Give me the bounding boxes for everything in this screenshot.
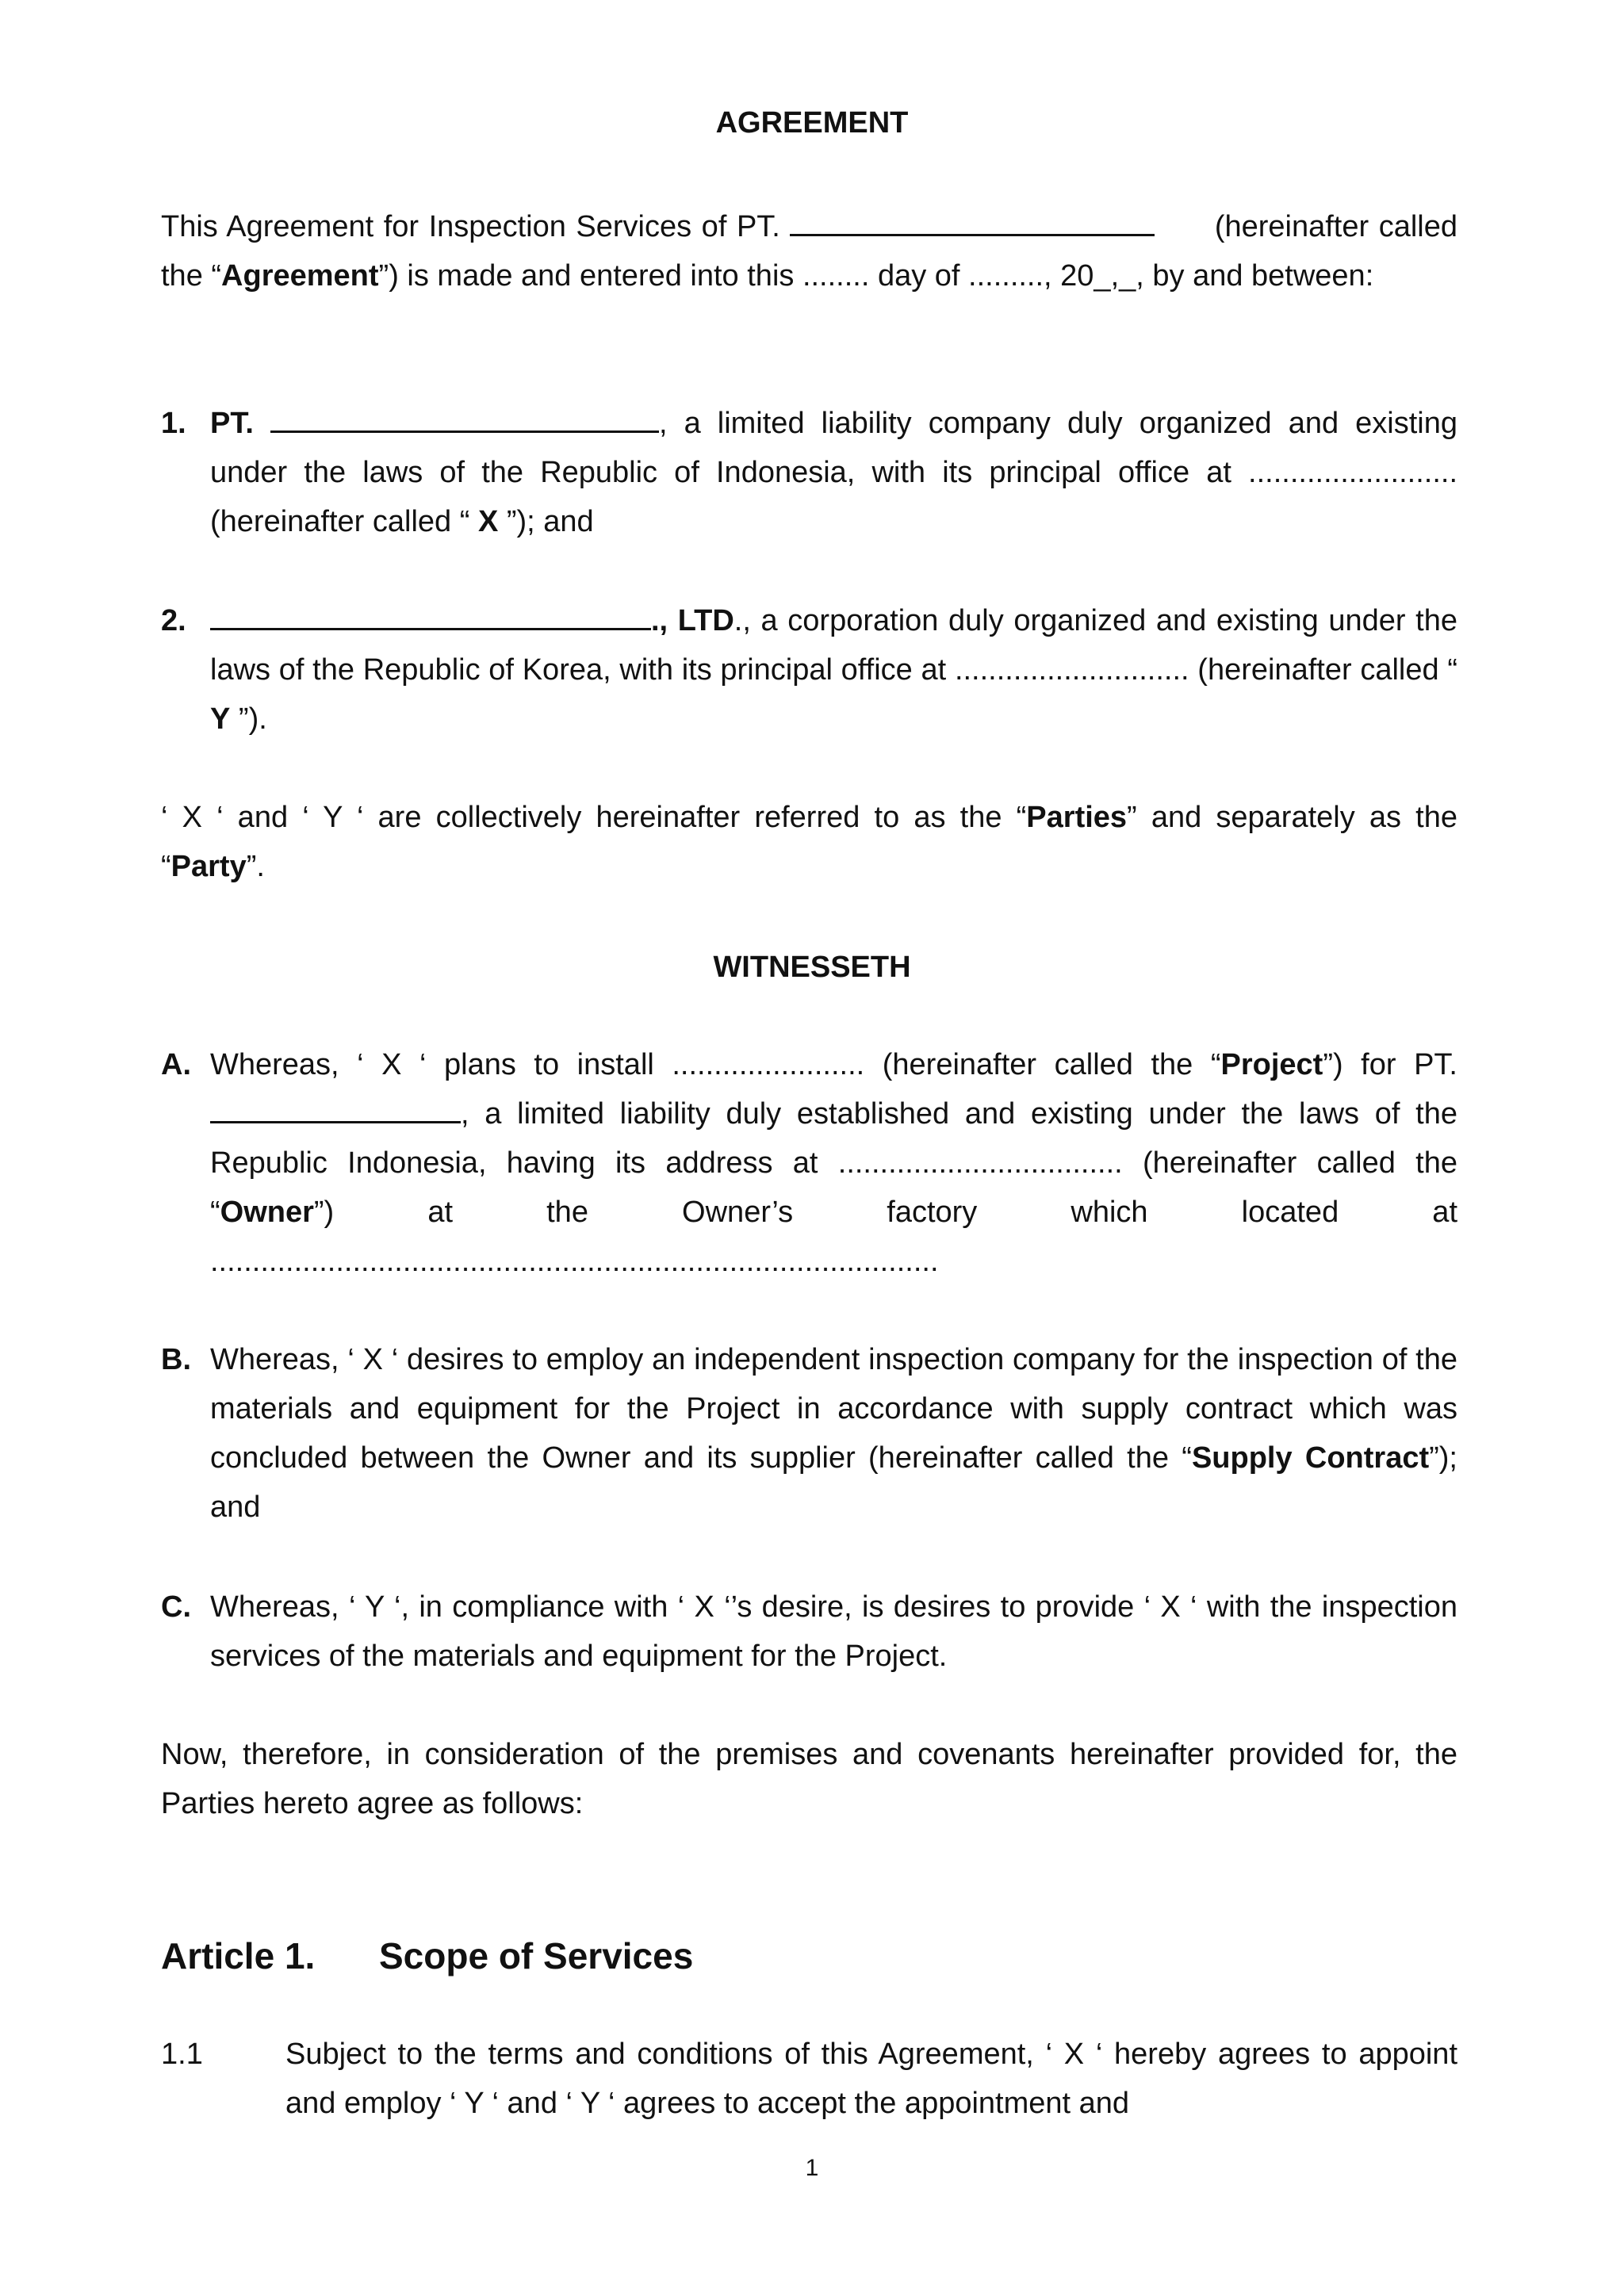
whereas-c-item [161, 1582, 1457, 1681]
whereas-a-marker: A. [161, 1048, 191, 1081]
whereas-b-text-1: Whereas, ‘ X ‘ desires to employ an independent inspection company for the inspection of the materials and equipment for the Project in accordance with supply contract which was concluded between the Owner and its supplier (hereinafter called the “ [210, 1343, 1457, 1475]
whereas-a-text [210, 1040, 1457, 1286]
party-two-text-2: ”). [230, 702, 267, 736]
parties-text-3: ”. [246, 850, 265, 883]
whereas-b-item [161, 1335, 1457, 1532]
whereas-a-text-4: ”) at the Owner’s factory which located at ....................................................................................... [210, 1196, 1457, 1278]
supply-contract-term: Supply Contract [1191, 1441, 1430, 1475]
clause-number: 1.1 [161, 2038, 203, 2071]
whereas-a-text-3: , a limited liability duly established and existing under the laws of the Republic Indonesia, having its address at .................................. (hereinafter called the “ [210, 1097, 1457, 1229]
company-name-blank [790, 207, 1155, 236]
clause-text: Subject to the terms and conditions of this Agreement, ‘ X ‘ hereby agrees to appoint and employ ‘ Y ‘ and ‘ Y ‘ agrees to accept the appointment and [285, 2038, 1457, 2120]
article-title: Scope of Services [379, 1935, 694, 1976]
party-x-label: X [477, 505, 499, 538]
party-two-marker: 2. [161, 604, 186, 637]
page-number: 1 [805, 2155, 819, 2181]
whereas-a-text-1: Whereas, ‘ X ‘ plans to install ....................... (hereinafter called the “ [210, 1048, 1221, 1081]
parties-term: Parties [1026, 801, 1128, 834]
project-term: Project [1220, 1048, 1323, 1081]
intro-text-1: This Agreement for Inspection Services of PT. [161, 210, 791, 243]
whereas-b-marker: B. [161, 1343, 191, 1376]
parties-text-2: ” and separately as the “ [161, 801, 1457, 883]
owner-company-blank [210, 1094, 461, 1123]
party-one-item [161, 399, 1457, 546]
whereas-b-text [210, 1335, 1457, 1532]
whereas-c-marker: C. [161, 1590, 191, 1624]
party-term: Party [170, 850, 247, 883]
party-two-text-1: ., a corporation duly organized and existing under the laws of the Republic of Korea, with its principal office at ............................ (hereinafter called “ [210, 604, 1458, 687]
party-two-item [161, 596, 1457, 744]
party-one-text-1: , a limited liability company duly organized and existing under the laws of the Republic of Indonesia, with its principal office at ......................... (hereinafter called “ [210, 407, 1457, 538]
party-one-text-2: ”); and [498, 505, 594, 538]
witnesseth-heading: WITNESSETH [713, 951, 911, 984]
intro-text-3: ”) is made and entered into this ........ day of ........., 20_,_, by and between: [378, 259, 1374, 293]
now-therefore-paragraph: Now, therefore, in consideration of the premises and covenants hereinafter provided for, the Parties hereto agree as follows: [161, 1738, 1457, 1820]
owner-term: Owner [220, 1196, 314, 1229]
article-1-heading [161, 1934, 693, 1977]
parties-definition [161, 793, 1457, 891]
party-y-label: Y [210, 702, 231, 736]
whereas-a-item [161, 1040, 1457, 1286]
party-one-lead: PT. [210, 407, 270, 440]
parties-text-1: ‘ X ‘ and ‘ Y ‘ are collectively hereinafter referred to as the “ [161, 801, 1027, 834]
intro-text-2: (hereinafter called the “ [161, 210, 1458, 293]
intro-paragraph [161, 202, 1457, 300]
document-title: AGREEMENT [715, 106, 909, 140]
agreement-term: Agreement [221, 259, 379, 293]
party-two-ltd: ., LTD [651, 604, 734, 637]
party-one-text [210, 399, 1457, 546]
whereas-b-text-2: ”); and [210, 1441, 1457, 1524]
party-one-marker: 1. [161, 407, 186, 440]
party-one-name-blank [270, 404, 659, 433]
clause-1-1 [161, 2030, 1457, 2128]
party-two-text [210, 596, 1457, 744]
article-number: Article 1. [161, 1935, 316, 1976]
whereas-c-text: Whereas, ‘ Y ‘, in compliance with ‘ X ‘’s desire, is desires to provide ‘ X ‘ with the inspection services of the materials and equipment for the Project. [210, 1590, 1457, 1673]
party-two-name-blank [210, 601, 651, 630]
whereas-a-text-2: ”) for PT. [1323, 1048, 1457, 1081]
